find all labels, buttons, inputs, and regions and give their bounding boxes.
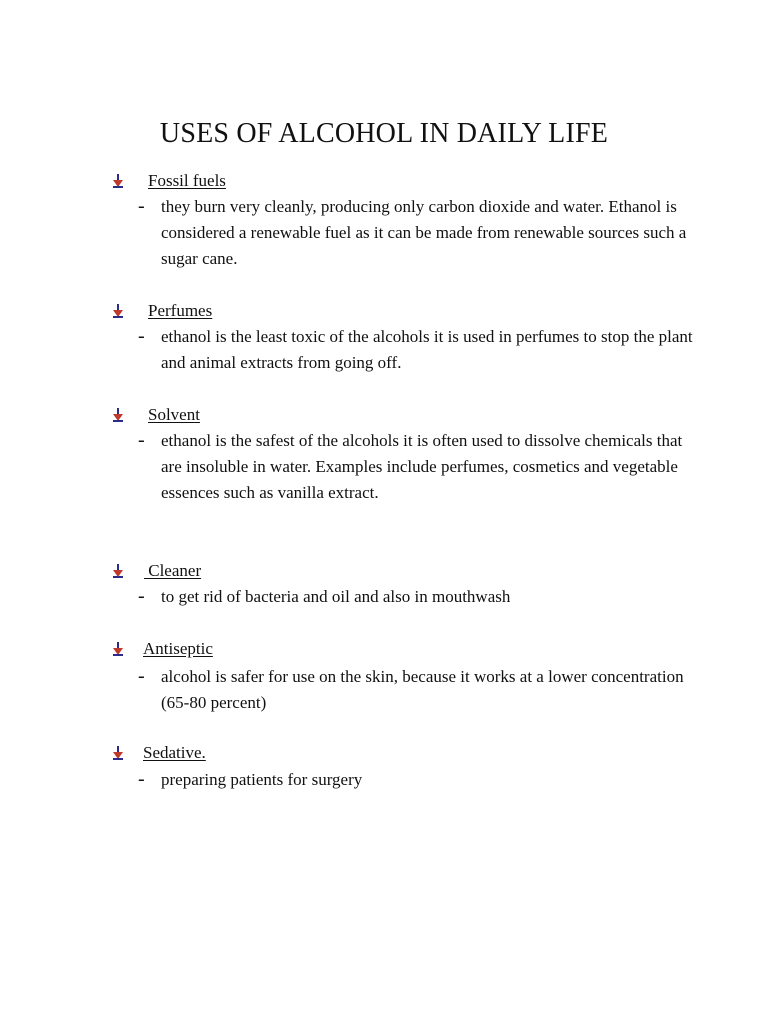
section-heading: Fossil fuels bbox=[148, 171, 226, 190]
section-heading-row bbox=[0, 560, 768, 582]
section-heading: Cleaner bbox=[144, 561, 202, 580]
section-heading-row bbox=[0, 300, 768, 322]
dash-marker: - bbox=[138, 665, 145, 687]
arrow-down-bullet-icon bbox=[112, 408, 124, 422]
arrow-down-bullet-icon bbox=[112, 564, 124, 578]
page-title: USES OF ALCOHOL IN DAILY LIFE bbox=[159, 118, 609, 149]
dash-marker: - bbox=[138, 429, 145, 451]
section-heading-row bbox=[0, 638, 768, 660]
arrow-down-bullet-icon bbox=[112, 174, 124, 188]
section-text: alcohol is safer for use on the skin, because it works at a lower concentration (65-80 percent) bbox=[161, 667, 684, 712]
section-text: they burn very cleanly, producing only carbon dioxide and water. Ethanol is considered a renewable fuel as it can be made from renewable sources such a sugar cane. bbox=[161, 197, 687, 268]
section-text: preparing patients for surgery bbox=[161, 770, 363, 789]
section-heading-row bbox=[0, 404, 768, 426]
section-text: ethanol is the safest of the alcohols it is often used to dissolve chemicals that are insoluble in water. Examples include perfumes, cosmetics and vegetable essences such as vanilla extract. bbox=[161, 431, 683, 502]
dash-marker: - bbox=[138, 325, 145, 347]
section-heading: Perfumes bbox=[148, 301, 213, 320]
dash-marker: - bbox=[138, 768, 145, 790]
section-heading: Solvent bbox=[148, 405, 200, 424]
dash-marker: - bbox=[138, 585, 145, 607]
section-heading: Antiseptic bbox=[143, 639, 213, 658]
section-heading-row bbox=[0, 170, 768, 192]
section-text: ethanol is the least toxic of the alcohols it is used in perfumes to stop the plant and animal extracts from going off. bbox=[161, 327, 693, 372]
arrow-down-bullet-icon bbox=[112, 304, 124, 318]
dash-marker: - bbox=[138, 195, 145, 217]
arrow-down-bullet-icon bbox=[112, 746, 124, 760]
section-text: to get rid of bacteria and oil and also in mouthwash bbox=[161, 587, 511, 606]
section-heading-row bbox=[0, 742, 768, 764]
arrow-down-bullet-icon bbox=[112, 642, 124, 656]
section-heading: Sedative. bbox=[143, 743, 206, 762]
